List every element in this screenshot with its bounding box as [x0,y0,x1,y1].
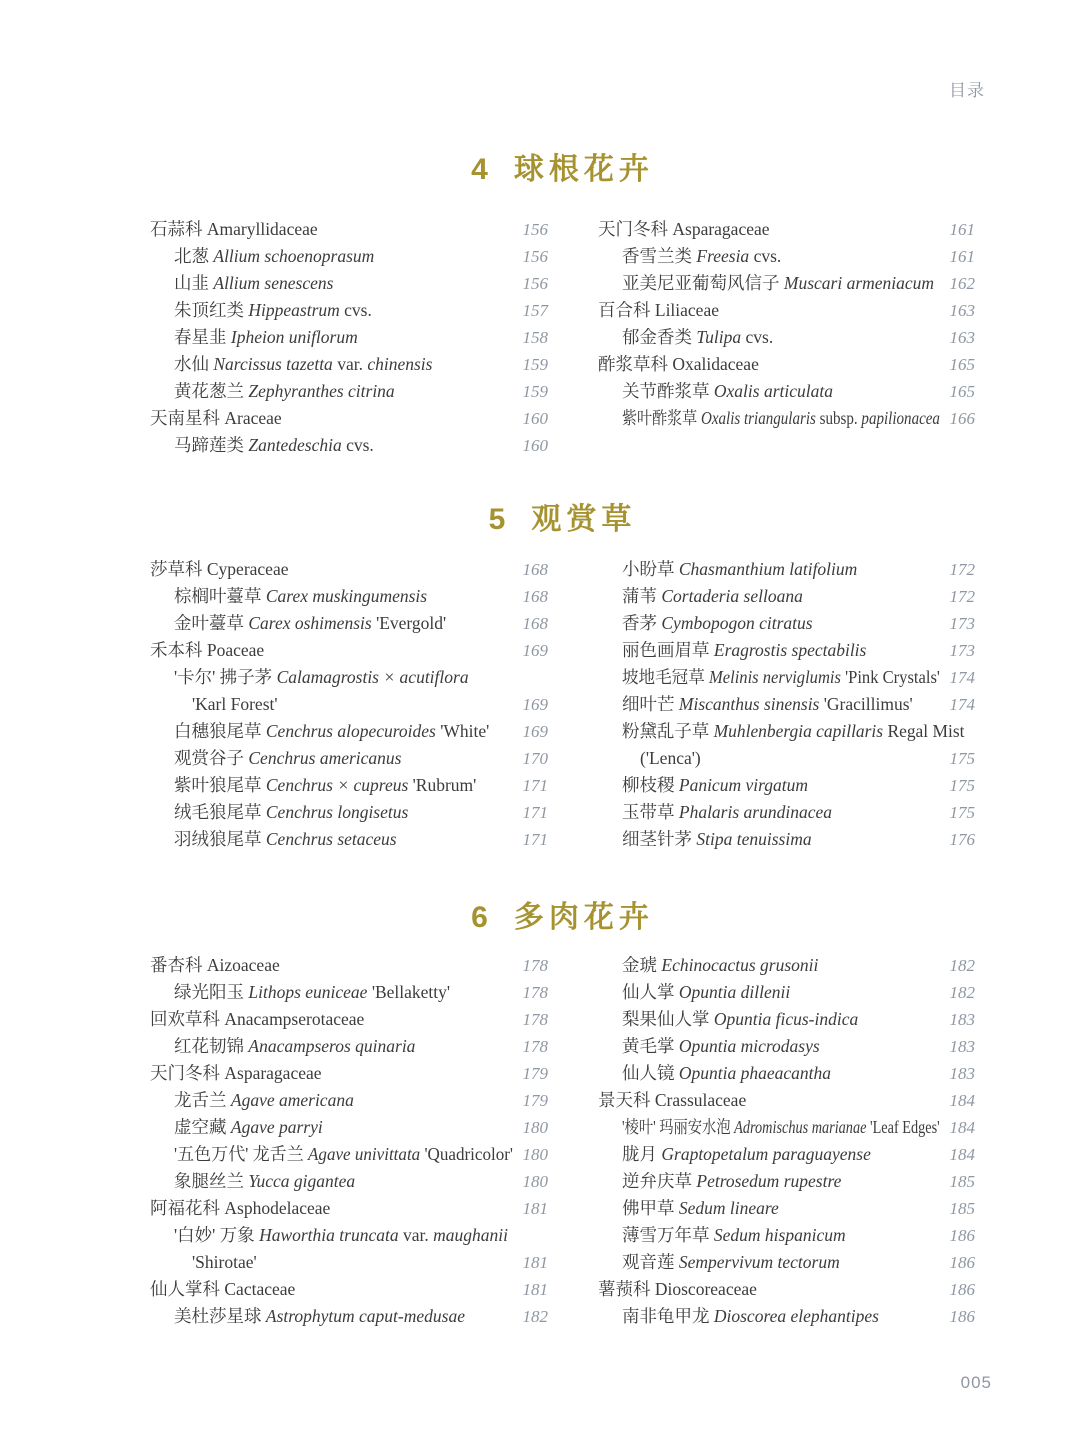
entry-page: 168 [522,560,548,579]
entry-name: 紫叶狼尾草 Cenchrus × cupreus 'Rubrum' [174,775,477,795]
entry-page: 184 [949,1091,975,1110]
toc-entry [150,664,548,691]
toc-column-right [598,952,975,1330]
entry-name: '棱叶' 玛丽安水泡 Adromischus marianae 'Leaf Edges' [622,1117,940,1137]
entry-name: 佛甲草 Sedum lineare [622,1198,779,1218]
toc-entry [150,1168,548,1195]
toc-entry [598,243,975,270]
entry-page: 184 [949,1118,975,1137]
entry-page: 180 [522,1118,548,1137]
entry-page: 176 [949,830,975,849]
toc-entry [598,664,975,691]
entry-name: 番杏科 Aizoaceae [150,955,280,975]
toc-entry [598,1141,975,1168]
toc-entry [150,216,548,243]
toc-entry [150,772,548,799]
toc-entry [598,691,975,718]
entry-name: 禾本科 Poaceae [150,640,265,660]
entry-name: 玉带草 Phalaris arundinacea [622,802,832,822]
entry-name: 美杜莎星球 Astrophytum caput-medusae [174,1306,465,1326]
toc-entry [150,297,548,324]
toc-entry [598,745,975,772]
toc-entry [150,1222,548,1249]
entry-page: 183 [949,1010,975,1029]
toc-entry [150,351,548,378]
toc-entry [150,1276,548,1303]
entry-name: 酢浆草科 Oxalidaceae [598,354,759,374]
entry-name: 梨果仙人掌 Opuntia ficus-indica [622,1009,859,1029]
toc-entry [150,405,548,432]
section-number: 4 [471,153,488,186]
section-number: 5 [488,503,506,536]
entry-page: 169 [522,722,548,741]
toc-entry [598,216,975,243]
toc-column-left [150,556,548,853]
entry-name: 绿光阳玉 Lithops euniceae 'Bellaketty' [174,982,451,1002]
toc-entry [150,432,548,459]
toc-entry [598,1195,975,1222]
entry-name: 山韭 Allium senescens [174,273,334,293]
entry-name: 坡地毛冠草 Melinis nerviglumis 'Pink Crystals' [622,667,940,687]
section-title: 观赏草 [531,503,637,536]
toc-column-left [150,952,548,1330]
entry-name: 细叶芒 Miscanthus sinensis 'Gracillimus' [622,694,913,714]
entry-name: 虚空藏 Agave parryi [174,1117,323,1137]
entry-page: 185 [949,1172,975,1191]
entry-name: 关节酢浆草 Oxalis articulata [622,381,833,401]
entry-page: 170 [522,749,548,768]
entry-page: 179 [522,1064,548,1083]
entry-page: 173 [949,614,975,633]
entry-page: 161 [949,247,975,266]
entry-name: 天南星科 Araceae [150,408,282,428]
entry-page: 169 [522,695,548,714]
entry-name: 细茎针茅 Stipa tenuissima [622,829,812,849]
toc-entry [150,378,548,405]
entry-name: 朱顶红类 Hippeastrum cvs. [174,300,372,320]
entry-name: 仙人掌 Opuntia dillenii [622,982,791,1002]
toc-entry [598,405,975,432]
toc-entry [598,1006,975,1033]
entry-name: 红花韧锦 Anacampseros quinaria [174,1036,416,1056]
entry-name: 金叶薹草 Carex oshimensis 'Evergold' [174,613,447,633]
entry-page: 181 [522,1280,548,1299]
toc-entry [150,1141,548,1168]
toc-entry [598,1249,975,1276]
entry-name: 仙人掌科 Cactaceae [150,1279,296,1299]
toc-entry [150,243,548,270]
entry-page: 162 [949,274,975,293]
entry-page: 160 [522,409,548,428]
entry-name: 景天科 Crassulaceae [598,1090,747,1110]
entry-name: 黄毛掌 Opuntia microdasys [622,1036,820,1056]
entry-name: 黄花葱兰 Zephyranthes citrina [174,381,395,401]
toc-entry [598,351,975,378]
entry-name: 羽绒狼尾草 Cenchrus setaceus [174,829,397,849]
section-ornamental-grasses [150,500,975,853]
toc-entry [150,745,548,772]
entry-page: 172 [949,560,975,579]
toc-entry [150,718,548,745]
toc-entry [598,1168,975,1195]
entry-name: ('Lenca') [640,748,701,768]
toc-entry [150,826,548,853]
running-head: 目录 [949,81,985,100]
toc-entry [598,1033,975,1060]
entry-page: 182 [949,956,975,975]
section-bulb-flowers [150,150,975,459]
toc-entry [598,1303,975,1330]
toc-entry [150,1195,548,1222]
toc-entry [598,952,975,979]
section-succulents [150,898,975,1330]
entry-page: 168 [522,587,548,606]
toc-entry [150,637,548,664]
toc-entry [150,1060,548,1087]
toc-entry [150,799,548,826]
section-number: 6 [471,901,488,934]
toc-entry [150,583,548,610]
toc-entry [598,556,975,583]
entry-name: 郁金香类 Tulipa cvs. [622,327,774,347]
toc-entry [150,1114,548,1141]
entry-page: 175 [949,803,975,822]
entry-name: 观音莲 Sempervivum tectorum [622,1252,840,1272]
entry-name: 白穗狼尾草 Cenchrus alopecuroides 'White' [174,721,490,741]
entry-name: 小盼草 Chasmanthium latifolium [622,559,858,579]
entry-name: 薄雪万年草 Sedum hispanicum [622,1225,846,1245]
entry-name: 仙人镜 Opuntia phaeacantha [622,1063,832,1083]
toc-entry [598,1114,975,1141]
toc-column-right [598,216,975,459]
entry-name: 蒲苇 Cortaderia selloana [622,586,803,606]
entry-name: 香雪兰类 Freesia cvs. [622,246,782,266]
toc-entry [150,1033,548,1060]
entry-page: 169 [522,641,548,660]
entry-name: 薯蓣科 Dioscoreaceae [598,1279,757,1299]
entry-page: 178 [522,1037,548,1056]
entry-page: 157 [522,301,548,320]
entry-name: 逆弁庆草 Petrosedum rupestre [622,1171,842,1191]
toc-entry [598,324,975,351]
entry-page: 168 [522,614,548,633]
entry-page: 175 [949,749,975,768]
entry-name: '白妙' 万象 Haworthia truncata var. maughanii [174,1225,508,1245]
entry-page: 178 [522,956,548,975]
entry-page: 160 [522,436,548,455]
toc-entry [150,1006,548,1033]
entry-name: 'Karl Forest' [192,694,278,714]
toc-column-right [598,556,975,853]
section-header [150,150,975,190]
toc-entry [150,1303,548,1330]
entry-page: 172 [949,587,975,606]
entry-page: 175 [949,776,975,795]
entry-name: 石蒜科 Amaryllidaceae [150,219,318,239]
entry-name: 香茅 Cymbopogon citratus [622,613,813,633]
entry-name: 阿福花科 Asphodelaceae [150,1198,331,1218]
toc-entry [598,826,975,853]
entry-name: 丽色画眉草 Eragrostis spectabilis [622,640,867,660]
entry-page: 186 [949,1307,975,1326]
entry-page: 165 [949,382,975,401]
entry-page: 180 [522,1172,548,1191]
toc-entry [150,952,548,979]
toc-entry [598,772,975,799]
entry-name: 'Shirotae' [192,1252,257,1272]
entry-page: 156 [522,220,548,239]
toc-entry [150,691,548,718]
entry-name: 南非龟甲龙 Dioscorea elephantipes [622,1306,879,1326]
entry-page: 165 [949,355,975,374]
toc-entry [150,979,548,1006]
entry-name: 水仙 Narcissus tazetta var. chinensis [174,354,433,374]
entry-page: 183 [949,1037,975,1056]
toc-entry [150,1249,548,1276]
section-title: 球根花卉 [513,153,654,186]
entry-page: 180 [522,1145,548,1164]
entry-page: 173 [949,641,975,660]
entry-page: 182 [949,983,975,1002]
page-number: 005 [960,1373,992,1392]
entry-name: 莎草科 Cyperaceae [150,559,289,579]
entry-name: 天门冬科 Asparagaceae [598,219,770,239]
entry-page: 186 [949,1226,975,1245]
entry-name: '五色万代' 龙舌兰 Agave univittata 'Quadricolor' [174,1144,513,1164]
entry-name: 龙舌兰 Agave americana [174,1090,354,1110]
entry-name: 百合科 Liliaceae [598,300,719,320]
entry-name: 绒毛狼尾草 Cenchrus longisetus [174,802,409,822]
entry-name: 胧月 Graptopetalum paraguayense [622,1144,871,1164]
entry-page: 179 [522,1091,548,1110]
toc-entry [598,610,975,637]
entry-name: 天门冬科 Asparagaceae [150,1063,322,1083]
entry-name: 柳枝稷 Panicum virgatum [622,775,808,795]
entry-page: 171 [522,830,548,849]
entry-name: '卡尔' 拂子茅 Calamagrostis × acutiflora [174,667,469,687]
entry-page: 174 [949,695,975,714]
entry-name: 回欢草科 Anacampserotaceae [150,1009,365,1029]
entry-page: 174 [949,668,975,687]
toc-entry [598,583,975,610]
toc-entry [598,1060,975,1087]
toc-entry [598,1087,975,1114]
entry-page: 171 [522,803,548,822]
entry-page: 156 [522,274,548,293]
toc-entry [598,637,975,664]
entry-page: 163 [949,328,975,347]
entry-page: 178 [522,983,548,1002]
section-title: 多肉花卉 [513,901,654,934]
entry-name: 观赏谷子 Cenchrus americanus [174,748,402,768]
entry-page: 159 [522,382,548,401]
toc-entry [150,610,548,637]
entry-page: 166 [949,409,975,428]
toc-entry [150,270,548,297]
toc-entry [598,979,975,1006]
entry-page: 178 [522,1010,548,1029]
toc-entry [150,556,548,583]
toc-entry [598,270,975,297]
toc-entry [598,378,975,405]
entry-page: 186 [949,1253,975,1272]
entry-page: 184 [949,1145,975,1164]
toc-entry [598,799,975,826]
toc-entry [598,1276,975,1303]
entry-name: 北葱 Allium schoenoprasum [174,246,375,266]
entry-name: 紫叶酢浆草 Oxalis triangularis subsp. papilionacea [622,408,940,428]
toc-entry [598,1222,975,1249]
entry-page: 181 [522,1199,548,1218]
entry-name: 亚美尼亚葡萄风信子 Muscari armeniacum [622,273,935,293]
entry-page: 182 [522,1307,548,1326]
entry-name: 春星韭 Ipheion uniflorum [174,327,358,347]
toc-entry [150,1087,548,1114]
entry-page: 159 [522,355,548,374]
entry-page: 156 [522,247,548,266]
entry-page: 183 [949,1064,975,1083]
entry-page: 181 [522,1253,548,1272]
entry-name: 棕榈叶薹草 Carex muskingumensis [174,586,428,606]
section-header [150,500,975,540]
entry-name: 象腿丝兰 Yucca gigantea [174,1171,356,1191]
entry-name: 金琥 Echinocactus grusonii [622,955,819,975]
toc-content [0,150,1080,1330]
entry-page: 186 [949,1280,975,1299]
entry-page: 158 [522,328,548,347]
entry-name: 马蹄莲类 Zantedeschia cvs. [174,435,374,455]
toc-entry [598,718,975,745]
entry-page: 161 [949,220,975,239]
entry-page: 185 [949,1199,975,1218]
section-header [150,898,975,938]
toc-entry [598,297,975,324]
entry-page: 171 [522,776,548,795]
toc-column-left [150,216,548,459]
toc-entry [150,324,548,351]
entry-page: 163 [949,301,975,320]
entry-name: 粉黛乱子草 Muhlenbergia capillaris Regal Mist [622,721,965,741]
